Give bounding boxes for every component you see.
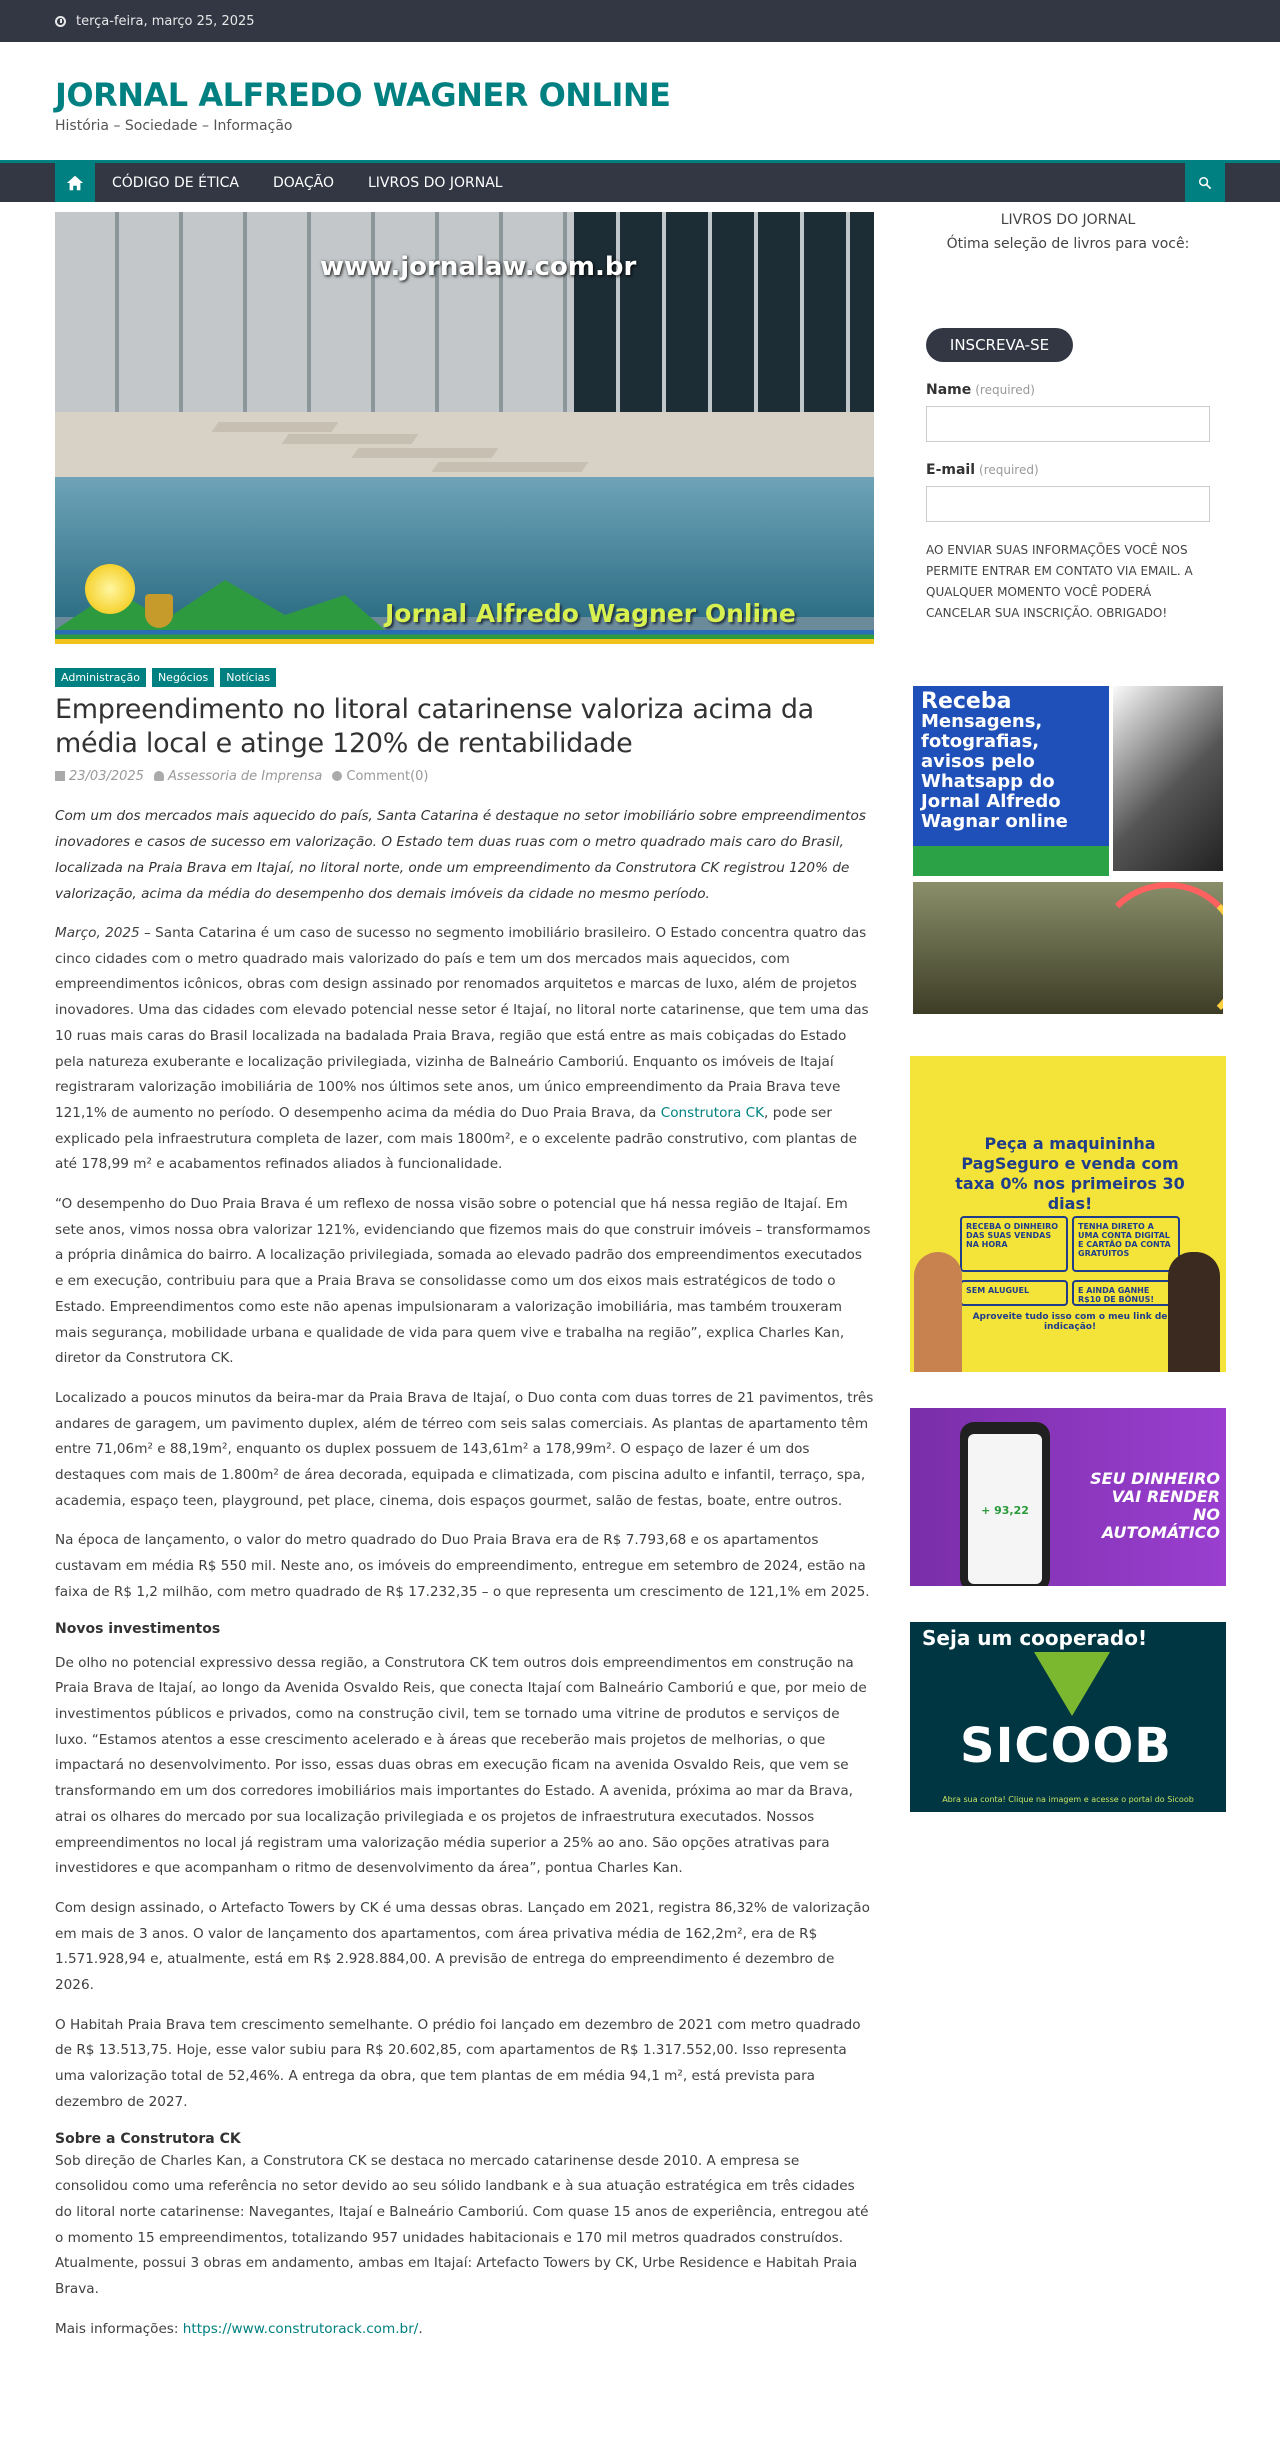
article-paragraph: Localizado a poucos minutos da beira-mar da Praia Brava de Itajaí, o Duo conta com duas torres de 21 pavimentos, três andares de garagem, um pavimento duplex, além de térreo com seis salas comerciais. As plantas de apartamento têm entre 71,06m² e 88,19m², enquanto os duplex possuem de 143,61m² a 178,99m². O espaço de lazer é um dos destaques com mais de 1.800m² de área decorada, equipada e climatizada, com piscina adulto e infantil, terraço, spa, academia, espaço teen, playground, pet place, cinema, dois espaços gourmet, salão de festas, boate, entre outros. xyxy=(55,1389,874,1509)
subscribe-form xyxy=(910,382,1226,624)
name-field[interactable] xyxy=(926,406,1210,442)
main-navigation xyxy=(0,160,1280,202)
books-subtitle: Ótima seleção de livros para você: xyxy=(946,236,1190,252)
user-icon xyxy=(154,771,164,781)
home-button[interactable] xyxy=(55,163,95,202)
hero-watermark: Jornal Alfredo Wagner Online xyxy=(385,599,796,628)
section-heading-novos-investimentos: Novos investimentos xyxy=(55,1620,221,1637)
site-tagline: História – Sociedade – Informação xyxy=(55,118,293,135)
category-tags xyxy=(55,668,874,687)
construtora-ck-link[interactable]: Construtora CK xyxy=(660,1104,765,1121)
hero-url-text: www.jornalaw.com.br xyxy=(320,252,637,282)
historic-photo xyxy=(1113,686,1223,871)
category-administracao[interactable]: Administração xyxy=(55,668,146,687)
clock-icon xyxy=(55,16,66,27)
email-field[interactable] xyxy=(926,486,1210,522)
article-paragraph: “O desempenho do Duo Praia Brava é um reflexo de nossa visão sobre o potencial que há nessa região de Itajaí. Em sete anos, vimos nossa obra valorizar 121%, evidenciando que fizemos mais do que construir imóveis – transformamos a própria dinâmica do bairro. A localização privilegiada, somada ao elevado padrão dos empreendimentos executados e em execução, contribuiu para que a Praia Brava se consolidasse como um dos eixos mais estratégicos de todo o Estado. Empreendimentos como este não apenas impulsionaram a valorização imobiliária, mas também trouxeram mais segurança, mobilidade urbana e qualidade de vida para quem vive e trabalha na região”, explica Charles Kan, diretor da Construtora CK. xyxy=(55,1196,871,1367)
construtora-website-link[interactable]: https://www.construtorack.com.br/ xyxy=(182,2320,419,2337)
comment-icon xyxy=(332,771,342,781)
subscribe-notice: AO ENVIAR SUAS INFORMAÇÕES VOCÊ NOS PERMITE ENTRAR EM CONTATO VIA EMAIL. A QUALQUER MOMENTO VOCÊ PODERÁ CANCELAR SUA INSCRIÇÃO. OBRIGADO! xyxy=(926,543,1193,620)
subscribe-heading: INSCREVA-SE xyxy=(926,328,1073,362)
search-button[interactable] xyxy=(1185,163,1225,202)
nav-item-codigo-de-etica[interactable]: CÓDIGO DE ÉTICA xyxy=(112,174,239,191)
article-paragraph: Com design assinado, o Artefacto Towers by CK é uma dessas obras. Lançado em 2021, registra 86,32% de valorização em mais de 3 anos. O valor de lançamento dos apartamentos, com área privativa média de 162,2m², era de R$ 1.571.928,94 e, atualmente, está em R$ 2.928.884,00. A previsão de entrega do empreendimento é dezembro de 2026. xyxy=(55,1899,870,1994)
article-paragraph: Março, 2025 – Santa Catarina é um caso de sucesso no segmento imobiliário brasileiro. O Estado concentra quatro das cinco cidades com o metro quadrado mais valorizado do país e tem um dos mercados mais aquecidos, com empreendimentos icônicos, obras com design assinado por renomados arquitetos e marcas de luxo, além de projetos inovadores. Uma das cidades com elevado potencial nesse setor é Itajaí, no litoral norte catarinense, que tem uma das 10 ruas mais caras do Brasil localizada na badalada Praia Brava, região que está entre as mais cobiçadas do Estado pela natureza exuberante e localização privilegiada, vizinha de Balneário Camboriú. Enquanto os imóveis de Itajaí registraram valorização imobiliária de 100% nos últimos sete anos, um único empreendimento da Praia Brava teve 121,1% de aumento no período. O desempenho acima da média do Duo Praia Brava, da Construtora CK, pode ser explicado pela infraestrutura completa de lazer, com mais 1800m², e o excelente padrão construtivo, com plantas de até 178,99 m² e acabamentos refinados aliados à funcionalidade. xyxy=(55,925,869,1173)
section-heading-sobre-construtora: Sobre a Construtora CK xyxy=(55,2130,241,2147)
pagseguro-ad-banner[interactable]: Peça a maquininha PagSeguro e venda com taxa 0% nos primeiros 30 dias! RECEBA O DINHEIRO DAS SUAS VENDAS NA HORA TENHA DIRETO A UMA CONTA DIGITAL E CARTÃO DA CONTA GRATUITOS SEM ALUGUEL E AINDA GANHE R$10 DE BÔNUS! Aproveite tudo isso com o meu link de indicação! xyxy=(910,1056,1226,1372)
home-icon xyxy=(66,174,84,192)
top-bar xyxy=(0,0,1280,42)
article-paragraph: Na época de lançamento, o valor do metro quadrado do Duo Praia Brava era de R$ 7.793,68 e os apartamentos custavam em média R$ 550 mil. Neste ano, os imóveis do empreendimento, entregue em setembro de 2024, estão na faixa de R$ 1,2 milhão, com metro quadrado de R$ 17.232,35 – o que representa um crescimento de 121,1% em 2025. xyxy=(55,1532,870,1600)
search-icon xyxy=(1198,176,1212,190)
email-label: E-mail (required) xyxy=(926,462,1039,478)
crest-logo xyxy=(145,594,173,628)
books-widget xyxy=(910,208,1226,256)
article-paragraph: Mais informações: https://www.construtorack.com.br/. xyxy=(55,2320,423,2337)
article-paragraph: O Habitah Praia Brava tem crescimento semelhante. O prédio foi lançado em dezembro de 2021 com metro quadrado de R$ 13.513,75. Hoje, esse valor subiu para R$ 20.602,85, com apartamentos de R$ 1.317.552,00. Isso representa uma valorização total de 52,46%. A entrega da obra, que tem plantas de em média 94,1 m², está prevista para dezembro de 2027. xyxy=(55,2016,861,2110)
category-negocios[interactable]: Negócios xyxy=(152,668,214,687)
article-meta xyxy=(55,769,874,784)
nav-item-doacao[interactable]: DOAÇÃO xyxy=(272,174,334,191)
sicoob-ad-banner[interactable]: Seja um cooperado! SICOOB Abra sua conta! Clique na imagem e acesse o portal do Sicoob xyxy=(910,1622,1226,1812)
article-paragraph: De olho no potencial expressivo dessa região, a Construtora CK tem outros dois empreendimentos em construção na Praia Brava de Itajaí, ao longo da Avenida Osvaldo Reis, que conecta Itajaí com Balneário Camboriú e que, por meio de investimentos públicos e privados, como na construção civil, tem se tornado uma vitrine de produtos e serviços de luxo. “Estamos atentos a esse crescimento acelerado e à áreas que receberão mais projetos de melhorias, o que impactará no desenvolvimento. Por isso, essas duas obras em execução ficam na avenida Osvaldo Reis, que vem se transformando em um dos corredores imobiliários mais importantes do Estado. A avenida, próxima ao mar da Brava, atrai os olhares do mercado por sua localização privilegiada e os projetos de infraestrutura executados. Nossos empreendimentos no local já registram uma valorização média superior a 25% ao ano. São opções atrativas para investidores e que acompanham o ritmo de desenvolvimento da área”, pontua Charles Kan. xyxy=(55,1654,867,1877)
site-title[interactable]: JORNAL ALFREDO WAGNER ONLINE xyxy=(55,76,671,114)
site-branding xyxy=(0,42,1280,160)
post-author[interactable]: Assessoria de Imprensa xyxy=(154,769,322,784)
post-comments[interactable]: Comment(0) xyxy=(332,769,428,784)
sicoob-logo-icon xyxy=(1034,1652,1110,1716)
post-date[interactable]: 23/03/2025 xyxy=(55,769,144,784)
whatsapp-ad-banner[interactable]: Receba Mensagens, fotografias, avisos pelo Whatsapp do Jornal Alfredo Wagnar online xyxy=(913,686,1223,1014)
article-column xyxy=(55,202,874,2342)
sun-logo xyxy=(85,564,135,614)
calendar-icon xyxy=(55,771,65,781)
current-date: terça-feira, março 25, 2025 xyxy=(76,13,255,29)
article-paragraph: Sob direção de Charles Kan, a Construtora CK se destaca no mercado catarinense desde 2010. A empresa se consolidou como uma referência no setor devido ao seu sólido landbank e à sua atuação estratégica em três cidades do litoral norte catarinense: Navegantes, Itajaí e Balneário Camboriú. Com quase 15 anos de experiência, entregou até o momento 15 empreendimentos, totalizando 957 unidades habitacionais e 170 mil metros quadrados construídos. Atualmente, possui 3 obras em andamento, ambas em Itajaí: Artefacto Towers by CK, Urbe Residence e Habitah Praia Brava. xyxy=(55,2152,869,2298)
featured-image xyxy=(55,212,874,644)
investment-ad-banner[interactable]: + 93,22 SEU DINHEIRO VAI RENDER NO AUTOMÁTICO xyxy=(910,1408,1226,1586)
category-noticias[interactable]: Notícias xyxy=(220,668,276,687)
sidebar xyxy=(910,202,1226,2342)
article-title: Empreendimento no litoral catarinense valoriza acima da média local e atinge 120% de rentabilidade xyxy=(55,694,814,759)
name-label: Name (required) xyxy=(926,382,1035,398)
article-lead: Com um dos mercados mais aquecido do país, Santa Catarina é destaque no setor imobiliário sobre empreendimentos inovadores e casos de sucesso em valorização. O Estado tem duas ruas com o metro quadrado mais caro do Brasil, localizada na Praia Brava em Itajaí, no litoral norte, onde um empreendimento da Construtora CK registrou 120% de valorização, acima da média do desempenho dos demais imóveis da cidade no mesmo período. xyxy=(55,808,866,902)
books-title[interactable]: LIVROS DO JORNAL xyxy=(1000,212,1136,228)
nav-item-livros-do-jornal[interactable]: LIVROS DO JORNAL xyxy=(368,174,503,191)
